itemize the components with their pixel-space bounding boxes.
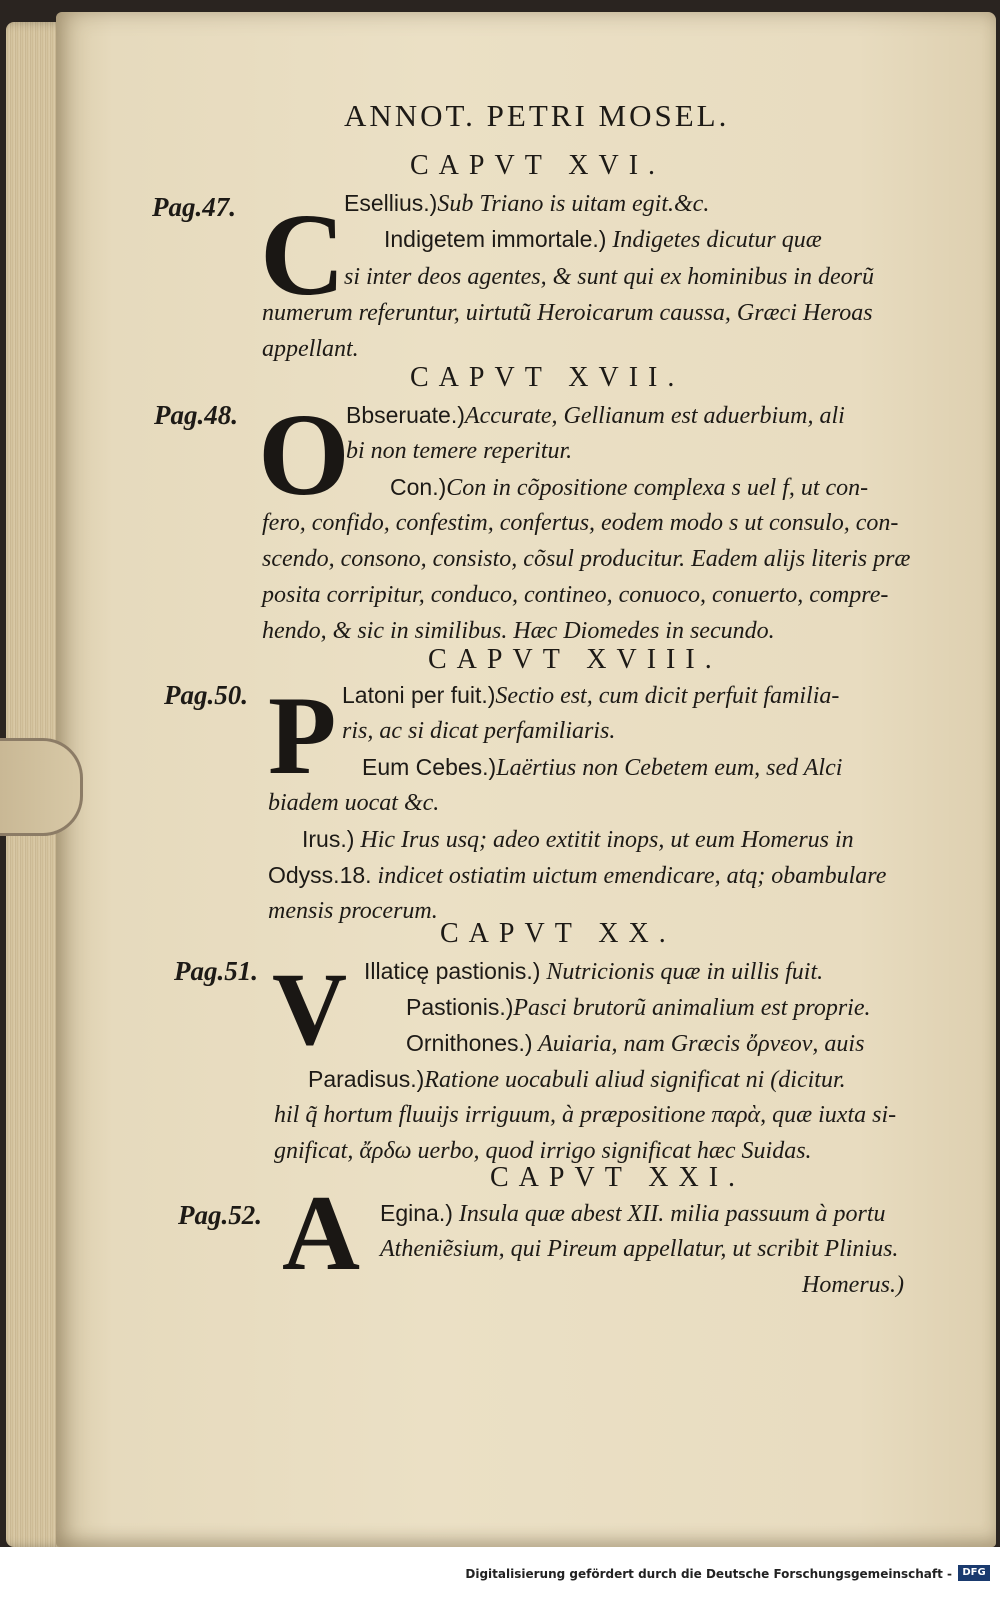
page-reference: Pag.50. [164,680,248,710]
text-line: mensis procerum. [268,898,438,924]
text-line: Eum Cebes.)Laërtius non Cebetem eum, sed Alci [362,754,843,781]
text-line: Indigetem immortale.) Indigetes dicutur quæ [384,226,822,253]
caput-heading: CAPVT XXI. [490,1162,746,1193]
text-line: gnificat, ἄρδω uerbo, quod irrigo significat hæc Suidas. [274,1138,812,1164]
page-reference: Pag.47. [152,192,236,222]
caput-heading: CAPVT XVII. [410,362,685,393]
drop-initial: A [282,1174,360,1293]
text-line: appellant. [262,336,359,362]
text-line: hil q̃ hortum fluuijs irriguum, à præpositione παρὰ, quæ iuxta si- [274,1102,897,1128]
text-line: Esellius.)Sub Triano is uitam egit.&c. [344,190,710,217]
text-line: Paradisus.)Ratione uocabuli aliud significat ni (dicitur. [308,1066,846,1093]
caput-heading: CAPVT XVIII. [428,644,722,675]
drop-initial: O [258,389,350,520]
text-line: Latoni per fuit.)Sectio est, cum dicit perfuit familia- [342,682,840,709]
text-line: hendo, & sic in similibus. Hæc Diomedes in secundo. [262,618,775,644]
page-reference: Pag.51. [174,956,258,986]
text-line: Bbseruate.)Accurate, Gellianum est aduerbium, ali [346,402,845,429]
text-line: bi non temere reperitur. [346,438,573,464]
digitization-credit: Digitalisierung gefördert durch die Deutsche Forschungsgemeinschaft - [465,1567,952,1581]
text-line: si inter deos agentes, & sunt qui ex hominibus in deorũ [344,264,874,290]
text-line: Pastionis.)Pasci brutorũ animalium est proprie. [406,994,871,1021]
text-line: Con.)Con in cõpositione complexa s uel f, ut con- [390,474,869,501]
text-line: ris, ac si dicat perfamiliaris. [342,718,616,744]
text-line: Homerus.) [802,1272,904,1298]
text-line: posita corripitur, conduco, contineo, conuoco, conuerto, compre- [262,582,889,608]
book-clasp [0,738,83,836]
drop-initial: V [272,952,348,1067]
text-line: scendo, consono, consisto, cõsul producitur. Eadem alijs literis præ [262,546,911,572]
text-line: fero, confido, confestim, confertus, eodem modo s ut consulo, con- [262,510,899,536]
text-line: Ornithones.) Auiaria, nam Græcis ὄρνεον, auis [406,1030,865,1057]
text-line: Egina.) Insula quæ abest XII. milia passuum à portu [380,1200,886,1227]
text-line: biadem uocat &c. [268,790,440,816]
text-line: numerum referuntur, uirtutũ Heroicarum caussa, Græci Heroas [262,300,873,326]
drop-initial: C [260,189,346,320]
caput-heading: CAPVT XX. [440,918,676,949]
text-line: Irus.) Hic Irus usq; adeo extitit inops, ut eum Homerus in [302,826,854,853]
text-line: Odyss.18. indicet ostiatim uictum emendicare, atq; obambulare [268,862,887,889]
running-head: ANNOT. PETRI MOSEL. [344,98,730,133]
dfg-logo: DFG [958,1565,990,1581]
text-line: Illaticę pastionis.) Nutricionis quæ in uillis fuit. [364,958,824,985]
caput-heading: CAPVT XVI. [410,150,666,181]
page-reference: Pag.52. [178,1200,262,1230]
page-reference: Pag.48. [154,400,238,430]
drop-initial: P [268,674,337,798]
text-line: Atheniẽsium, qui Pireum appellatur, ut scribit Plinius. [380,1236,899,1262]
